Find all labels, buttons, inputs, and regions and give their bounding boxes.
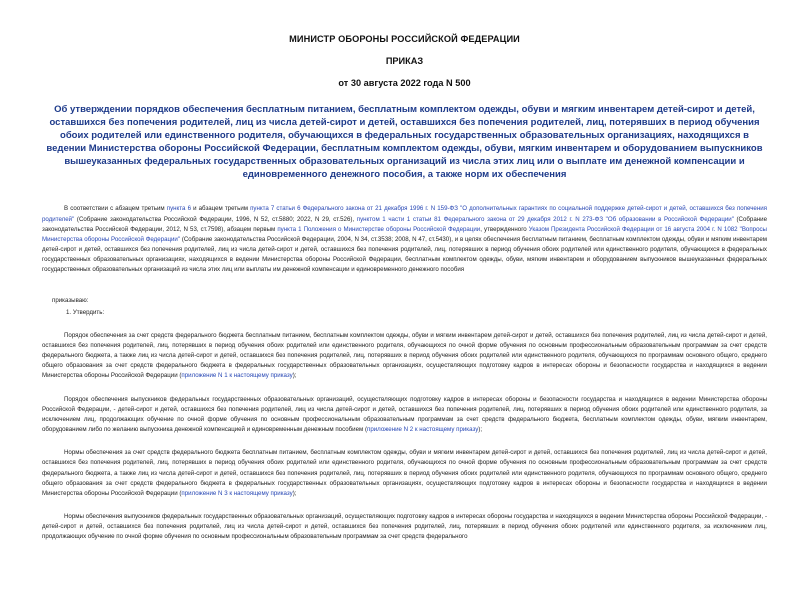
link-ministry-regulation[interactable]: пункта 1 Положения о Министерстве обороны Российской Федерации: [277, 225, 481, 233]
text-run: (Собрание законодательства Российской Федерации, 2004, N 34, ст.3538; 2008, N 47, ст.5430), и в целях обеспечения бесплатным питанием, бесплатным комплектом одежды, обуви и мягким инвентарем детей-сирот и детей, оставшихся без попечения родителей, лиц из числа детей-сирот и детей, оставшихся без попечения родителей, лиц, потерявших в период обучения обоих родителей или единственного родителя, обучающихся в федеральных государственных образовательных организациях, находящихся в ведении Министерства обороны Российской Федерации, бесплатным комплектом одежды, обуви, мягким инвентарем и оборудованием выпускников вышеуказанных федеральных государственных образовательных организаций из числа этих лиц или выплаты им денежной компенсации и единовременного денежного пособия: [42, 235, 767, 274]
link-appendix-1[interactable]: приложение N 1 к настоящему приказу: [181, 372, 293, 380]
text-run: , утвержденного: [480, 225, 529, 233]
preamble-paragraph: [42, 204, 767, 275]
text-run: );: [292, 489, 297, 497]
link-federal-law-273[interactable]: пунктом 1 части 1 статьи 81 Федерального закона от 29 декабря 2012 г. N 273-ФЗ "Об образовании в Российской Федерации": [356, 215, 734, 223]
text-run: );: [292, 372, 297, 380]
title-part: , бесплатным комплектом одежды, обуви и мягким инвентарем детей-сирот и детей, оставшихся без попечения родителей, лиц из числа детей-сирот и детей, оставшихся без попечения родителей, лиц, потерявших в период обучения обоих родителей или единственного родителя, обучающихся в федеральных государственных образовательных организациях, находящихся в ведении Министерства обороны Российской Федерации, бесплатным комплектом одежды, обуви, мягким инвентарем и оборудованием выпускников вышеуказанных федеральных государственных образовательных организаций из числа этих лиц или о выплате им денежной компенсации и единовременного денежного пособия, а также норм их обеспечения: [46, 104, 763, 180]
paragraph-norms-3: [42, 448, 767, 499]
link-presidential-decree[interactable]: Указом Президента Российской Федерации от 16 августа 2004 г. N 1082 "Вопросы Министерства обороны Российской Федерации": [42, 225, 767, 243]
text-run: Нормы обеспечения за счет средств федерального бюджета бесплатным питанием, бесплатным комплектом одежды, обуви и мягким инвентарем детей-сирот и детей, оставшихся без попечения родителей, лиц из числа детей-сирот и детей, оставшихся без попечения родителей, лиц, потерявших в период обучения обоих родителей или единственного родителя, обучающихся по очной форме обучения по основным профессиональным образовательным программам за счет средств федерального бюджета, а также лиц из числа детей-сирот и детей, оставшихся без попечения родителей, лиц, потерявших в период обучения обоих родителей или единственного родителя, обучающихся по программам основного общего, среднего общего образования за счет средств федерального бюджета в федеральных государственных образовательных организациях, осуществляющих подготовку кадров в интересах обороны и безопасности государства и находящихся в ведении Министерства обороны Российской Федерации (: [42, 449, 767, 497]
text-run: Порядок обеспечения выпускников федеральных государственных образовательных организаций, осуществляющих подготовку кадров в интересах обороны и безопасности государства и находящихся в ведении Министерства обороны Российской Федерации, - детей-сирот и детей, оставшихся без попечения родителей, лиц из числа детей-сирот и детей, оставшихся без попечения родителей, лиц, потерявших в период обучения обоих родителей или единственного родителя, за исключением лиц, продолжающих обучение по очной форме обучения по основным профессиональным образовательным программам за счет средств федерального бюджета, бесплатным комплектом одежды, обуви, мягким инвентарем, оборудованием либо по желанию выпускника денежной компенсацией и единовременным денежным пособием (: [42, 395, 767, 434]
link-appendix-3[interactable]: приложение N 3 к настоящему приказу: [181, 489, 293, 497]
document-page: [0, 34, 807, 605]
ministry-heading: МИНИСТР ОБОРОНЫ РОССИЙСКОЙ ФЕДЕРАЦИИ: [289, 34, 520, 44]
document-date: от 30 августа 2022 года N 500: [338, 78, 471, 88]
title-part: Об утверждении: [54, 104, 135, 115]
text-run: (Собрание законодательства Российской Федерации, 1996, N 52, ст.5880; 2022, N 29, ст.526),: [74, 215, 357, 223]
link-federal-law-159[interactable]: пункта 7 статьи 6 Федерального закона от 21 декабря 1996 г. N 159-ФЗ "О дополнительных гарантиях по социальной поддержке детей-сирот и детей, оставшихся без попечения родителей": [42, 205, 767, 223]
link-punkt-6[interactable]: пункта 6: [166, 205, 191, 213]
document-type: ПРИКАЗ: [385, 56, 424, 66]
text-run: В соответствии с абзацем третьим: [64, 205, 167, 213]
text-run: Порядок обеспечения за счет средств федерального бюджета бесплатным питанием, бесплатным комплектом одежды, обуви и мягким инвентарем детей-сирот и детей, оставшихся без попечения родителей, лиц из числа детей-сирот и детей, оставшихся без попечения родителей, лиц, потерявших в период обучения обоих родителей или единственного родителя, обучающихся по очной форме обучения по основным профессиональным образовательным программам за счет средств федерального бюджета, а также лиц из числа детей-сирот и детей, оставшихся без попечения родителей, лиц, потерявших в период обучения обоих родителей или единственного родителя, обучающихся по программам основного общего, среднего общего образования за счет средств федерального бюджета в федеральных государственных образовательных организациях, осуществляющих подготовку кадров в интересах обороны и безопасности государства и находящихся в ведении Министерства обороны Российской Федерации (: [42, 331, 767, 380]
paragraph-norms-4: Нормы обеспечения выпускников федеральных государственных образовательных организаций, осуществляющих подготовку кадров в интересах обороны государства и находящихся в ведении Министерства обороны Российской Федерации, - детей-сирот и детей, оставшихся без попечения родителей, лиц из числа детей-сирот и детей, оставшихся без попечения родителей, лиц, потерявших в период обучения обоих родителей или единственного родителя, за исключением лиц, продолжающих обучение по очной форме обучения по основным профессиональным образовательным программам за счет средств федерального: [42, 513, 767, 541]
title-link-procedures[interactable]: порядков обеспечения бесплатным питанием: [134, 104, 353, 115]
text-run: );: [478, 426, 483, 434]
paragraph-procedure-2: [42, 395, 767, 436]
document-title: [44, 104, 765, 181]
order-item-1: 1. Утвердить:: [66, 308, 105, 316]
text-run: (Собрание законодательства Российской Федерации, 2012, N 53, ст.7598), абзацем первым: [42, 215, 767, 233]
text-run: и абзацем третьим: [190, 205, 251, 213]
document-body: [42, 204, 767, 542]
order-verb: приказываю:: [52, 296, 89, 304]
link-appendix-2[interactable]: приложение N 2 к настоящему приказу: [367, 426, 479, 434]
paragraph-procedure-1: [42, 331, 767, 382]
